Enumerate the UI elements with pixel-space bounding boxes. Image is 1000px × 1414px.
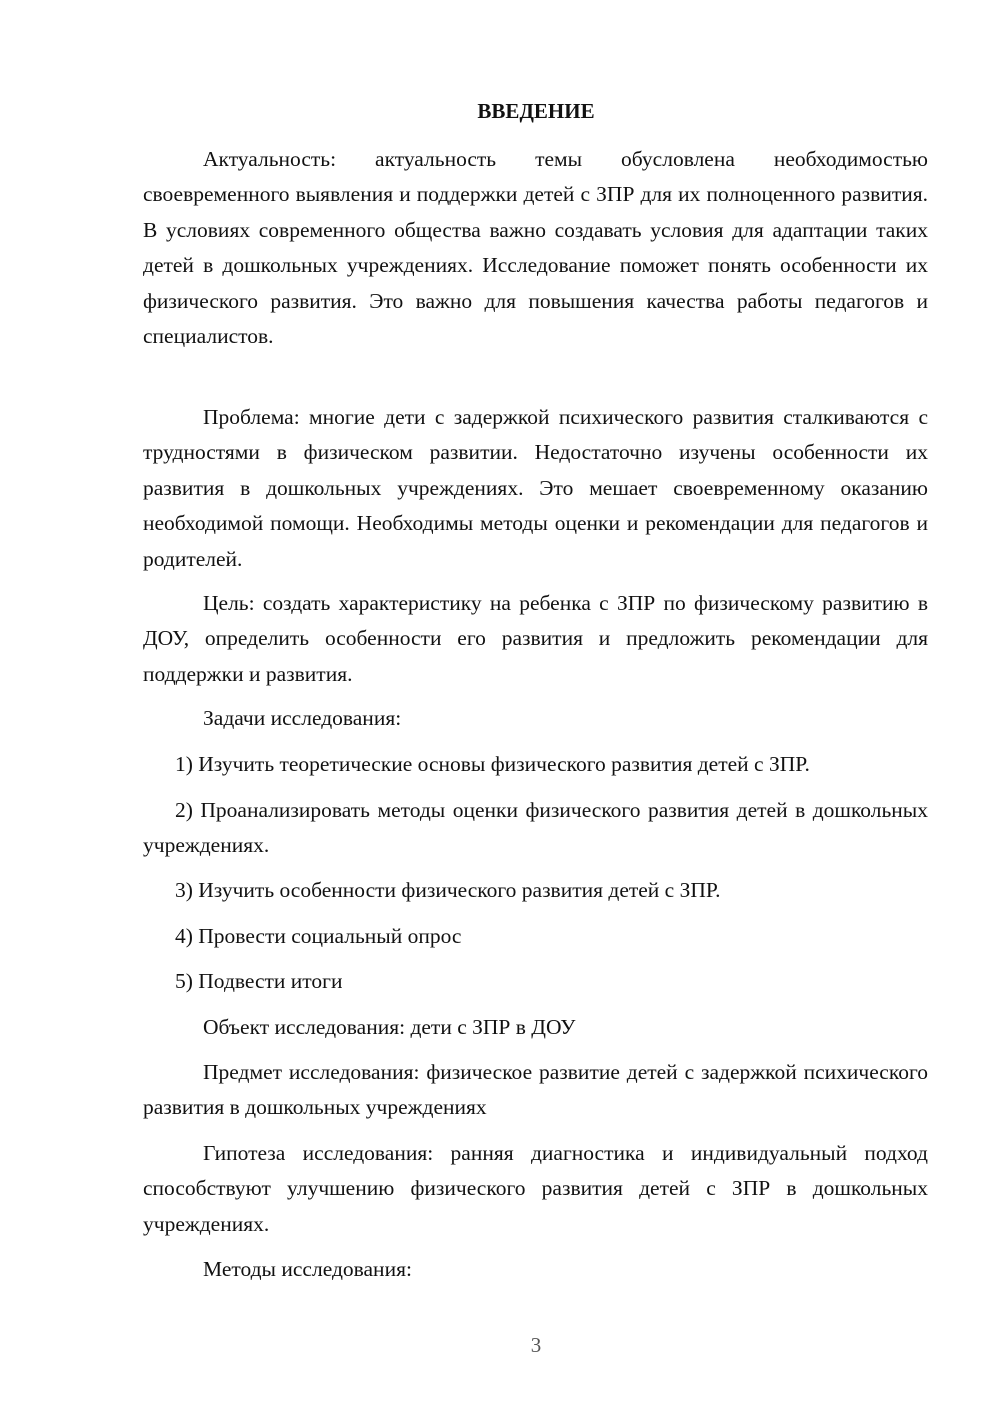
task-item-4: 4) Провести социальный опрос xyxy=(175,924,462,948)
paragraph-hypothesis: Гипотеза исследования: ранняя диагностика и индивидуальный подход способствуют улучшению физического развития детей с ЗПР в дошкольных учреждениях. xyxy=(143,1141,928,1236)
task-item-3: 3) Изучить особенности физического развития детей с ЗПР. xyxy=(175,878,721,902)
tasks-title: Задачи исследования: xyxy=(203,706,402,730)
task-item-2: 2) Проанализировать методы оценки физического развития детей в дошкольных учреждениях. xyxy=(143,798,928,858)
paragraph-problem: Проблема: многие дети с задержкой психического развития сталкиваются с трудностями в физическом развитии. Недостаточно изучены особенности их развития в дошкольных учреждениях. Это мешает своевременному оказанию необходимой помощи. Необходимы методы оценки и рекомендации для педагогов и родителей. xyxy=(143,405,928,571)
section-heading: ВВЕДЕНИЕ xyxy=(477,99,595,123)
paragraph-relevance: Актуальность: актуальность темы обусловлена необходимостью своевременного выявления и поддержки детей с ЗПР для их полноценного развития. В условиях современного общества важно создавать условия для адаптации таких детей в дошкольных учреждениях. Исследование поможет понять особенности их физического развития. Это важно для повышения качества работы педагогов и специалистов. xyxy=(143,147,928,349)
page-number: 3 xyxy=(530,1333,542,1357)
paragraph-goal: Цель: создать характеристику на ребенка с ЗПР по физическому развитию в ДОУ, определить особенности его развития и предложить рекомендации для поддержки и развития. xyxy=(143,591,928,686)
task-item-1: 1) Изучить теоретические основы физического развития детей с ЗПР. xyxy=(175,752,810,776)
task-item-5: 5) Подвести итоги xyxy=(175,969,343,993)
paragraph-subject: Предмет исследования: физическое развитие детей с задержкой психического развития в дошкольных учреждениях xyxy=(143,1060,928,1120)
paragraph-methods: Методы исследования: xyxy=(203,1257,412,1281)
paragraph-object: Объект исследования: дети с ЗПР в ДОУ xyxy=(203,1015,576,1039)
